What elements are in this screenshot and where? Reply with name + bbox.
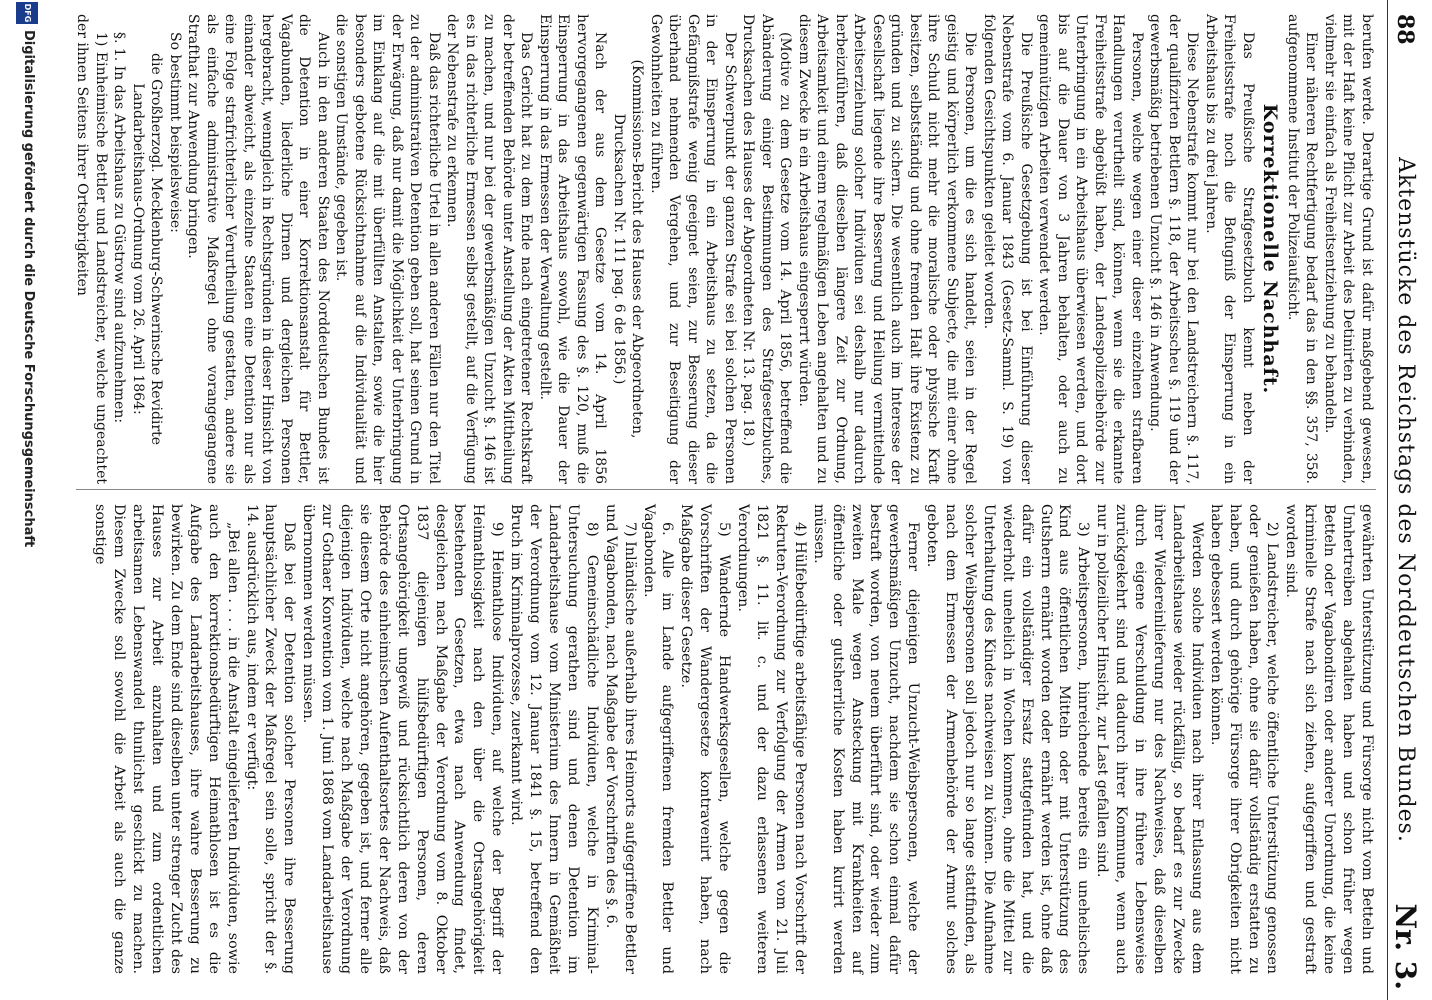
- paragraph: Personen, welche wegen einer dieser einzelnen strafbaren Handlungen verurtheilt sind, können, wenn sie die erkannte Freiheitsstrafe abgebüßt haben, der Landespolizeibehörde zur Unterbringung in ein Arbeitshaus überwiesen werden, und dort bis auf die Dauer von 3 Jahren behalten, oder auch zu gemeinnützigen Arbeiten verwendet werden.: [1036, 14, 1145, 484]
- paragraph: Das Preußische Strafgesetzbuch kennt neben der Freiheitsstrafe noch die Befugniß der Einsperrung in ein Arbeitshaus bis zu drei Jahren.: [1203, 14, 1256, 484]
- running-title: Aktenstücke des Reichstags des Norddeutschen Bundes.: [1393, 157, 1418, 843]
- paragraph: 4) Hülfebedürftige arbeitsfähige Personen nach Vorschrift der Rekruten-Verordnung zur Verfolgung der Armen vom 21. Juli 1821 §. 11. lit. c. und der dazu erlassenen weiteren Verordnungen.: [735, 504, 808, 974]
- dfg-logo-icon: DFG: [16, 2, 38, 24]
- paragraph: §. 1. In das Arbeitshaus zu Güstrow sind aufzunehmen:: [111, 32, 128, 424]
- paragraph: Diese Nebenstrafe kommt nur bei den Landstreichern §. 117, der qualifizirten Bettlern §. 118, der Arbeitsscheu §. 119 und der gewerbsmäßig betriebenen Unzucht §. 146 in Anwendung.: [1147, 14, 1201, 484]
- paragraph: 2) Landstreicher, welche öffentliche Unterstützung genossen oder genießen haben, ohne sie dafür vollständig erstatten zu haben, und durch gehörige Fürsorge ihrer Obrigkeiten nicht haben gebessert werden können.: [1207, 504, 1281, 974]
- paragraph: „Bei allen . . . . in die Anstalt eingelieferten Individuen, sowie auch den korrektionsbedürftigen Heimathlosen ist es die Aufgabe des Landarbeitshauses, ihre wahre Besserung zu bewirken. Zu dem Ende sind dieselben unter strenger Zucht des Hauses zur Arbeit anzuhalten und zum ordentlichen arbeitsamen Lebenswandel thunlichst geschickt zu machen. Diesem Zwecke soll sowohl die Arbeit als auch die ganze sonstige: [92, 504, 241, 974]
- paragraph: 6. Alle im Lande aufgegriffenen fremden Bettler und Vagabonden.: [640, 504, 676, 974]
- paragraph: Das Gericht hat zu dem Ende nach eingetretener Rechtskraft der betreffenden Behörde unter Anstellung der Akten Mittheilung zu machen, und nur bei der gewerbsmäßigen Unzucht §. 146 ist es in das richterliche Ermessen selbst gestellt, auf die Verfügung der Nebenstrafe zu erkennen.: [444, 14, 535, 484]
- page-number: 88: [1392, 14, 1418, 45]
- funding-note: Digitalisierung gefördert durch die Deutsche Forschungsgemeinschaft: [21, 30, 36, 548]
- paragraph: Einer näheren Rechtfertigung bedarf das in den §§. 357, 358. aufgenommene Institut der Polizeiaufsicht.: [1285, 14, 1320, 484]
- paragraph: Werden solche Individuen nach ihrer Entlassung aus dem Landarbeitshause wieder rückfällig, so bedarf es zur Zwecke ihrer Wiedereinlieferung nur des Nachweises, daß dieselben durch eigene Verschuldung in ihre frühere Lebensweise zurückgekehrt sind und dadurch ihrer Kommune, wenn auch nur in polizeilicher Hinsicht, zur Last gefallen sind.: [1094, 504, 1205, 974]
- paragraph: 7) Inländische außerhalb ihres Heimorts aufgegriffene Bettler und Vagabonden, nach Maßgabe der Vorschriften des §. 6.: [602, 504, 638, 974]
- paragraph: Der Schwerpunkt der ganzen Strafe sei bei solchen Personen in der Einsperrung in ein Arbeitshaus zu setzen, da die Gefängnißstrafe wenig geeignet seien, zur Besserung dieser überhand nehmenden Vergehen, und zur Beseitigung der Gewohnheiten zu führen.: [648, 14, 738, 484]
- left-column: [66, 14, 1376, 484]
- column-divider: [76, 489, 1376, 490]
- paragraph: Die Personen, um die es sich handelt, seien in der Regel geistig und körperlich verkommene Subjecte, die mit einer ohne ihre Schuld nicht mehr die moralische oder physische Kraft besitzen, selbstständig und ohne fremden Halt ihre Existenz zu gründen und zu sichern. Die wesentlich auch im Interesse der Gesellschaft liegende ihre Besserung und Heilung vermittelnde Arbeitserziehung solcher Individuen sei deshalb nur dadurch herbeizuführen, daß dieselben längere Zeit zur Ordnung, Arbeitsamkeit und einem regelmäßigen Leben angehalten und zu diesem Zwecke in ein Arbeitshaus eingesperrt würden.: [796, 14, 979, 484]
- paragraph: berufen werde. Derartige Grund ist dafür maßgebend gewesen, mit der Haft keine Pflicht zur Arbeit des Detinirten zu verbinden, vielmehr sie einfach als Freiheitsentziehung zu behandeln.: [1322, 14, 1375, 484]
- paragraph: 3) Arbeitspersonen, hinreichende bereits ein unehelisches Kind aus öffentlichen Mitteln oder mit Unterstützung des Gutsherrn ernährt worden oder ernährt werden ist, ohne daß dafür ein vollständiger Ersatz stattgefunden hat, und die wiederholt unehelich in Wochen kommen, ohne die Mittel zur Unterhaltung des Kindes nachweisen zu können. Die Aufnahme solcher Weibspersonen soll jedoch nur so lange stattfinden, als nach dem Ermessen der Armenbehörde der Armut solches geboten.: [924, 504, 1092, 974]
- paragraph: gewährten Unterstützung und Fürsorge nicht vom Betteln und Umhertreiben abgehalten haben und schon früher wegen Betteln oder Vagabondiren oder anderer Unordnung, die keine kriminelle Strafe nach sich ziehen, aufgegriffen und gestraft worden sind.: [1283, 504, 1375, 974]
- paragraph: die Großherzogl. Mecklenburg-Schwerinsche Revidirte Landarbeitshaus-Ordnung vom 26. April 1864:: [130, 53, 165, 445]
- paragraph: 5) Wandernde Handwerksgesellen, welche gegen die Vorschriften der Wandergesetze kontravenirt haben, nach Maßgabe dieser Gesetze.: [678, 504, 733, 974]
- page-footer: [8, 0, 48, 1000]
- page-header: [1387, 0, 1422, 1000]
- paragraph: Auch in den anderen Staaten des Norddeutschen Bundes ist die Detention in einer Korrektionsanstalt für Bettler, Vagabunden, liederliche Dirnen und dergleichen Personen hergebracht, wenngleich in Rechtsgründen in dieser Hinsicht von einander abweicht, als einzelne Staaten eine Detention nur als eine Folge strafrichterlicher Verurtheilung gestatten, andere sie als einfache administrative Maßregel ohne vorangegangene Strafthat zur Anwendung bringen.: [185, 14, 331, 484]
- paragraph: So bestimmt beispielsweise:: [167, 32, 183, 233]
- paragraph: Daß bei der Detention solcher Personen ihre Besserung hauptsächlicher Zweck der Maßregel sein solle, spricht der §. 14. ausdrücklich aus, indem er verfügt:: [243, 504, 298, 974]
- paragraph: Nach der aus dem Gesetze vom 14. April 1856 hervorgegangenen gegenwärtigen Fassung des §. 120, muß die Einsperrung in das Arbeitshaus sowohl, wie die Dauer der Einsperrung in das Ermessen der Verwaltung gestellt.: [537, 14, 609, 484]
- right-column: [66, 504, 1376, 974]
- section-heading: Korrektionelle Nachhaft.: [1259, 103, 1282, 395]
- paragraph: Die Preußische Gesetzgebung ist bei Einführung dieser Nebenstrafe vom 6. Januar 1843 (Gesetz-Samml. S. 19) von folgenden Gesichtspunkten geleitet worden.: [981, 14, 1034, 484]
- paragraph: (Motive zu dem Gesetze vom 14. April 1856, betreffend die Abänderung einiger Bestimmungen des Strafgesetzbuches, Drucksachen des Hauses der Abgeordneten Nr. 13. pag. 18.): [740, 14, 794, 484]
- paragraph: 1) Einheimische Bettler und Landstreicher, welche ungeachtet der ihnen Seitens ihrer Ortsobrigkeiten: [74, 14, 109, 484]
- paragraph: Ferner diejenigen Unzucht-Weibspersonen, welche der gewerbsmäßigen Unzucht, nachdem sie schon einmal dafür bestraft worden, von neuem überführt sind, oder wieder zum zweiten Male wegen Ansteckung mit Krankheiten auf öffentliche oder gutsherrliche Kosten haben kurirt werden müssen.: [810, 504, 922, 974]
- paragraph: 9) Heimathlose Individuen, auf welche der Begriff der Heimathlosigkeit nach den über die Ortsangehörigkeit bestehenden Gesetzen, etwa nach Anwendung findet, desgleichen nach Maßgabe der Verordnung vom 8. Oktober 1837 diejenigen hülfsbedürftigen Personen, deren Ortsangehörigkeit ungewiß und rücksichtlich deren von der Behörde des einheimischen Aufenthaltsortes der Nachweis, daß sie diesem Orte nicht angehören, gegeben ist, und ferner alle diejenigen Individuen, welche nach Maßgabe der Verordnung zur Gothaer Konvention vom 1. Juni 1868 vom Landarbeitshause übernommen werden müssen.: [300, 504, 506, 974]
- issue-number: Nr. 3.: [1389, 903, 1422, 990]
- paragraph: Daß das richterliche Urtel in allen anderen Fällen nur den Titel zu der administrativen Detention geben soll, hat seinen Grund in der Erwägung, daß nur damit die Möglichkeit der Unterbringung im Einklang auf die mit überfüllten Anstalten, sowie die hier besonders gebotene Rücksichtnahme auf die Individualität und die sonstigen Umstände, gegeben ist.: [333, 14, 442, 484]
- citation: (Kommissions-Bericht des Hauses der Abgeordneten, Drucksachen Nr. 111 pag. 6 de 1856.): [611, 59, 646, 439]
- paragraph: 8) Gemeinschädliche Individuen, welche in Kriminal-Untersuchung gerathen sind und denen Detention im Landarbeitshause vom Ministerium des Innern in Gemäßheit der Verordnung vom 12. Januar 1841 §. 15, betreffend den Bruch im Kriminalprozesse, zuerkannt wird.: [508, 504, 600, 974]
